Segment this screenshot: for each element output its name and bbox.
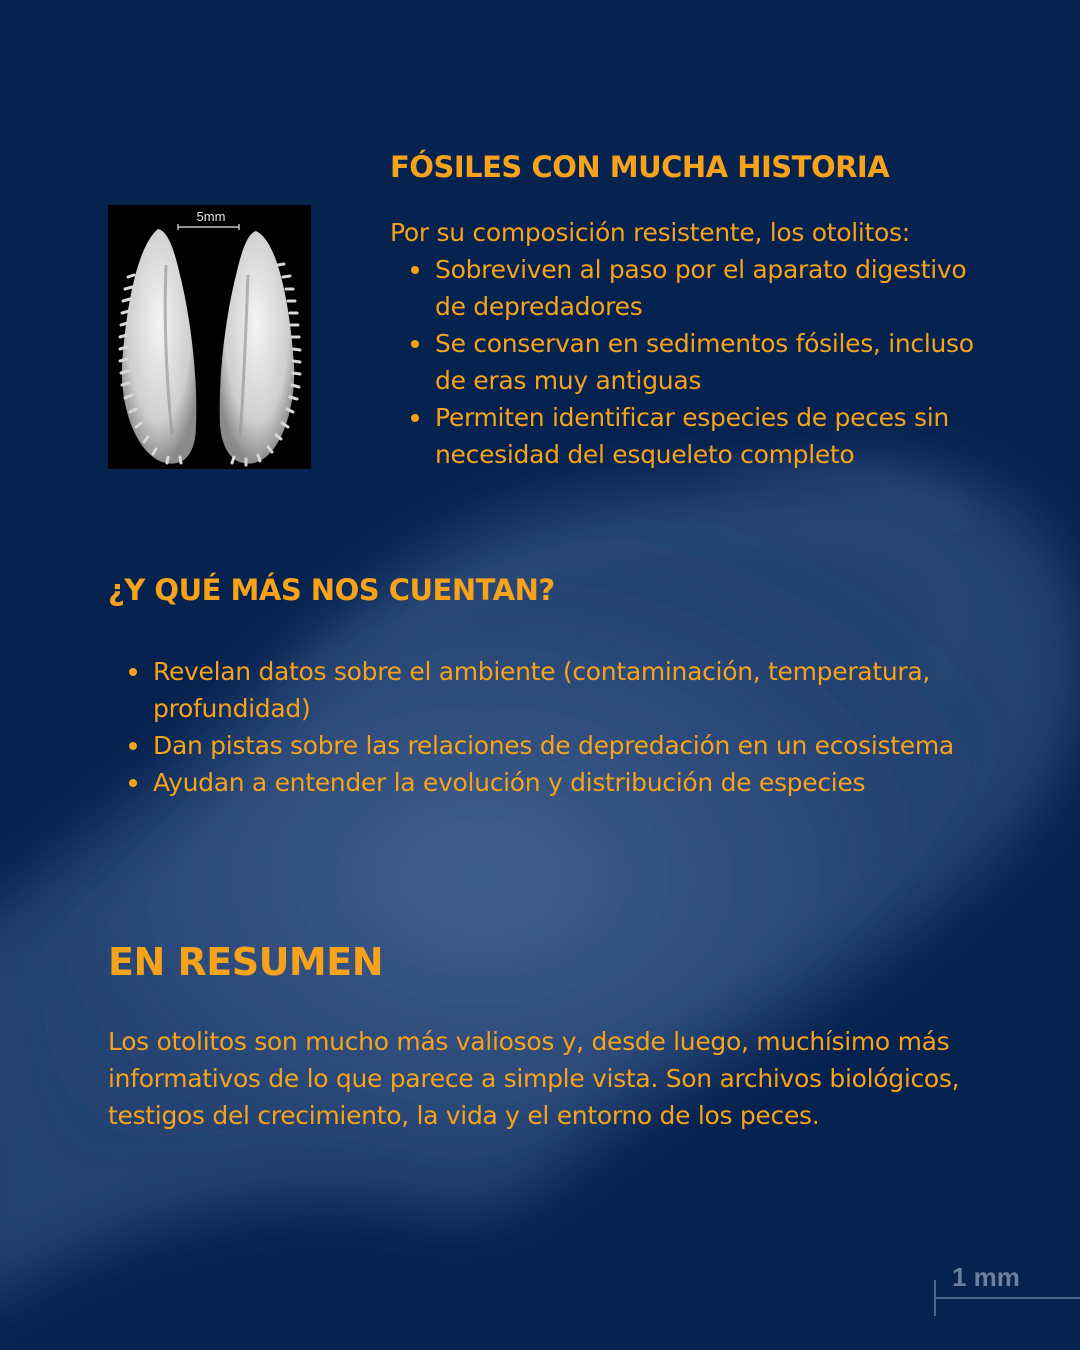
photo-scale-label: 5mm xyxy=(196,209,226,224)
list-item: Sobreviven al paso por el aparato digestivo de depredadores xyxy=(390,251,990,325)
section-fosiles-intro: Por su composición resistente, los otolitos: xyxy=(390,218,910,247)
list-item: Permiten identificar especies de peces sin necesidad del esqueleto completo xyxy=(390,399,990,473)
background-scale-label: 1 mm xyxy=(952,1262,1020,1292)
list-item: Ayudan a entender la evolución y distribución de especies xyxy=(108,764,968,801)
section-cuentan-list xyxy=(108,653,968,801)
list-item: Revelan datos sobre el ambiente (contaminación, temperatura, profundidad) xyxy=(108,653,968,727)
section-resumen-title: EN RESUMEN xyxy=(108,940,384,984)
section-fosiles-title: FÓSILES CON MUCHA HISTORIA xyxy=(390,150,890,184)
otolith-pair-image xyxy=(108,205,311,469)
list-item: Se conservan en sedimentos fósiles, incluso de eras muy antiguas xyxy=(390,325,990,399)
section-cuentan-title: ¿Y QUÉ MÁS NOS CUENTAN? xyxy=(108,573,555,607)
section-resumen-text: Los otolitos son mucho más valiosos y, desde luego, muchísimo más informativos de lo que parece a simple vista. Son archivos biológicos, testigos del crecimiento, la vida y el entorno de los peces. xyxy=(108,1027,960,1130)
otolith-photo xyxy=(108,205,311,469)
list-item: Dan pistas sobre las relaciones de depredación en un ecosistema xyxy=(108,727,968,764)
section-fosiles-list xyxy=(390,251,990,473)
scale-bar xyxy=(934,1297,1080,1299)
